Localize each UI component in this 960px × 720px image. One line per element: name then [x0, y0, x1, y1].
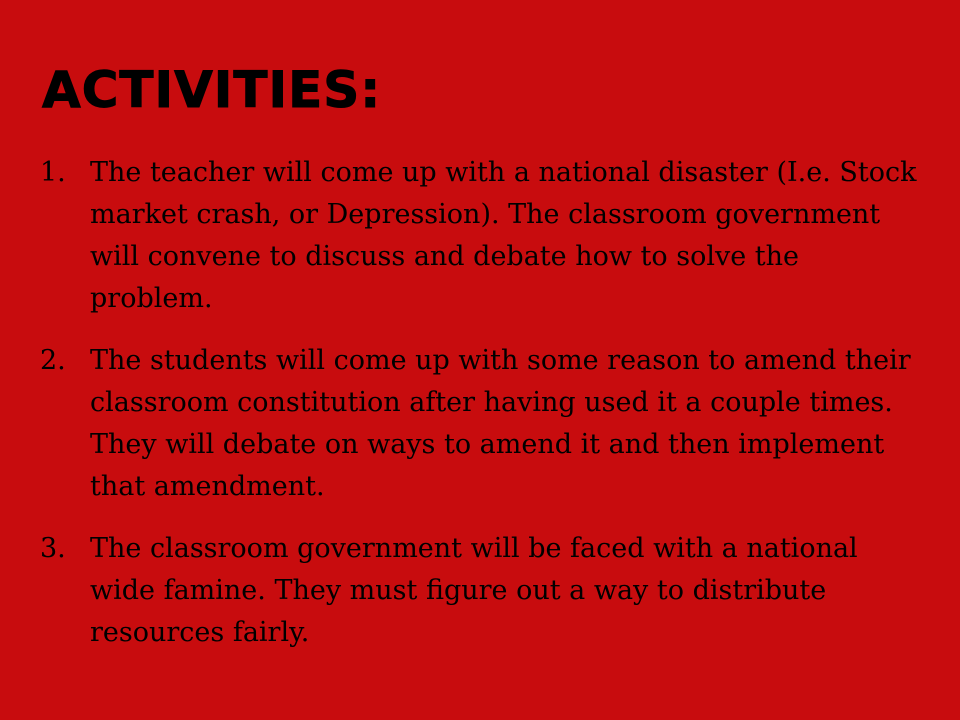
list-item — [40, 152, 920, 320]
item-number: 2. — [40, 345, 66, 376]
list-item — [40, 340, 920, 508]
activities-list — [40, 152, 920, 674]
item-text: The students will come up with some reason to amend their classroom constitution after having used it a couple times. They will debate on ways to amend it and then implement that amendment. — [90, 345, 911, 502]
item-text: The classroom government will be faced with a national wide famine. They must figure out a way to distribute resources fairly. — [90, 533, 858, 648]
item-number: 3. — [40, 533, 66, 564]
list-item — [40, 528, 920, 654]
item-number: 1. — [40, 157, 66, 188]
slide-title: ACTIVITIES: — [42, 61, 382, 119]
item-text: The teacher will come up with a national disaster (I.e. Stock market crash, or Depression). The classroom government will convene to discuss and debate how to solve the problem. — [90, 157, 917, 314]
